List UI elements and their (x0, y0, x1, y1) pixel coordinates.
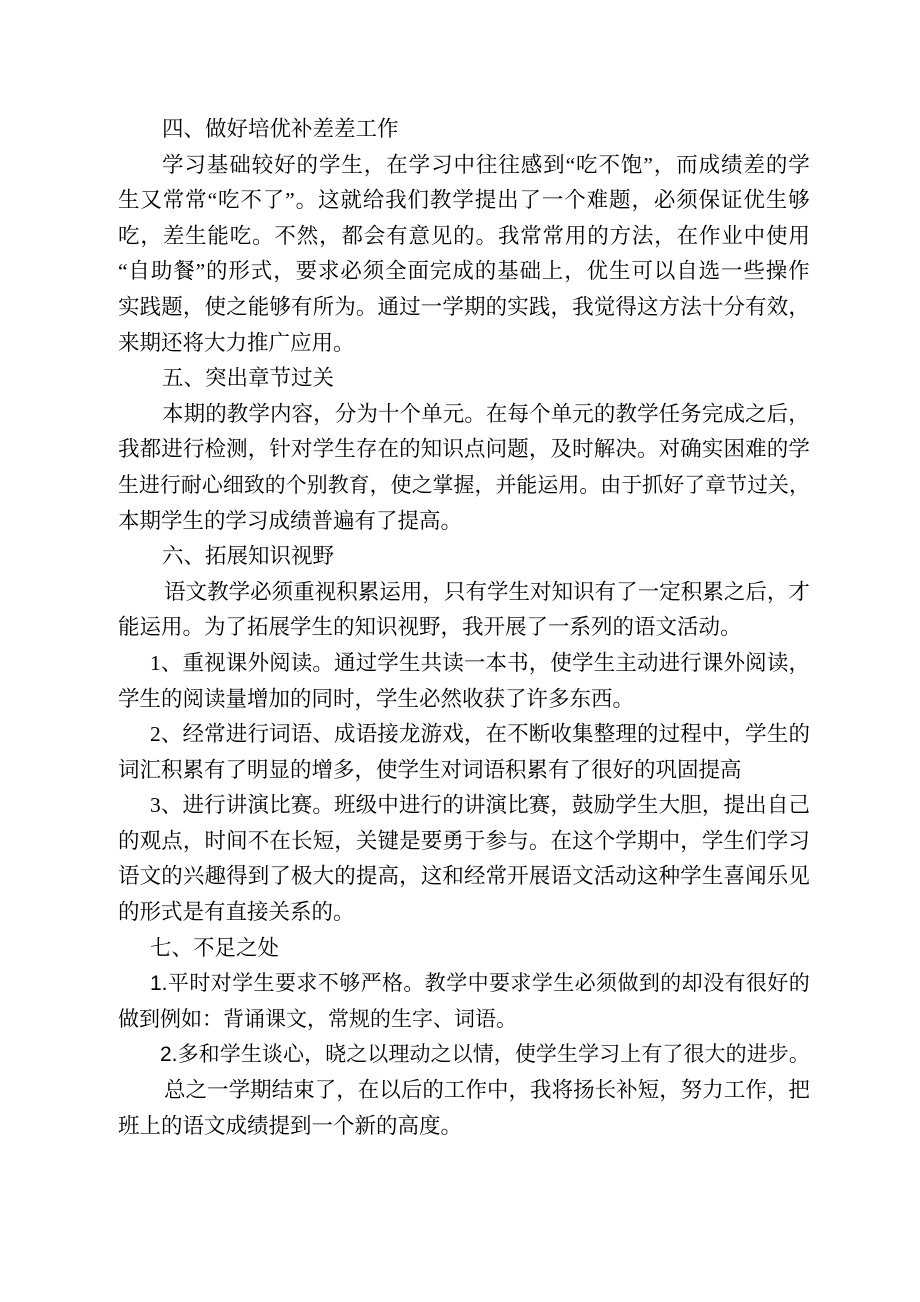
section-heading: 六、拓展知识视野 (162, 544, 335, 569)
text-line: 2. 多 和 学 生 谈 心 ， 晓 之 以 理 动 之 以 情 ， 使 学 生 学 习 上 有 了 很 大 的 进 步 。 (160, 1043, 810, 1067)
section-shortcomings (118, 931, 810, 1073)
text-line: 语 文 的 兴 趣 得 到 了 极 大 的 提 高 ， 这 和 经 常 开 展 语 文 活 动 这 种 学 生 喜 闻 乐 见 (118, 864, 810, 889)
text-line: 1. 平 时 对 学 生 要 求 不 够 严 格 。 教 学 中 要 求 学 生 必 须 做 到 的 却 没 有 很 好 的 (150, 972, 810, 996)
text-line: 本期学生的学习成绩普遍有了提高。 (118, 508, 463, 533)
text-line: 我 都 进 行 检 测 ， 针 对 学 生 存 在 的 知 识 点 问 题 ， 及 时 解 决 。 对 确 实 困 难 的 学 (118, 437, 810, 462)
text-line: 班上的语文成绩提到一个新的高度。 (118, 1113, 463, 1138)
text-line: 的 观 点 ， 时 间 不 在 长 短 ， 关 键 是 要 勇 于 参 与 。 在 这 个 学 期 中 ， 学 生 们 学 习 (118, 828, 810, 853)
section-broaden-knowledge (118, 539, 810, 931)
text-line: 词汇积累有了明显的增多，使学生对词语积累有了很好的巩固提高 (118, 757, 742, 782)
section-chapter-checks (118, 361, 810, 539)
conclusion (118, 1073, 810, 1144)
text-line: 本 期 的 教 学 内 容 ， 分 为 十 个 单 元 。 在 每 个 单 元 的 教 学 任 务 完 成 之 后 ， (162, 401, 810, 426)
text-line: 来期还将大力推广应用。 (118, 330, 355, 355)
text-line: 语 文 教 学 必 须 重 视 积 累 运 用 ， 只 有 学 生 对 知 识 有 了 一 定 积 累 之 后 ， 才 (164, 579, 810, 604)
list-item (118, 1037, 810, 1073)
text-line: 3 、 进 行 讲 演 比 赛 。 班 级 中 进 行 的 讲 演 比 赛 ， 鼓 励 学 生 大 胆 ， 提 出 自 己 (150, 793, 810, 818)
paragraph (118, 575, 810, 646)
list-item (118, 646, 810, 717)
text-line: 能运用。为了拓展学生的知识视野，我开展了一系列的语文活动。 (118, 615, 742, 640)
text-line: 生 又 常 常 “ 吃 不 了 ” 。 这 就 给 我 们 教 学 提 出 了 一 个 难 题 ， 必 须 保 证 优 生 够 (118, 188, 810, 213)
list-item (118, 788, 810, 930)
list-item (118, 966, 810, 1037)
document-body (118, 112, 810, 1144)
list-item (118, 717, 810, 788)
text-line: 1 、 重 视 课 外 阅 读 。 通 过 学 生 共 读 一 本 书 ， 使 学 生 主 动 进 行 课 外 阅 读 ， (150, 650, 810, 675)
section-heading: 五、突出章节过关 (162, 366, 335, 391)
section-tutoring (118, 112, 810, 361)
text-line: 的形式是有直接关系的。 (118, 900, 355, 925)
text-line: 学 习 基 础 较 好 的 学 生 ， 在 学 习 中 往 往 感 到 “ 吃 不 饱 ” ， 而 成 绩 差 的 学 (162, 152, 810, 177)
text-line: 总 之 一 学 期 结 束 了 ， 在 以 后 的 工 作 中 ， 我 将 扬 长 补 短 ， 努 力 工 作 ， 把 (164, 1078, 810, 1103)
paragraph (118, 397, 810, 539)
paragraph (118, 148, 810, 362)
section-heading: 四、做好培优补差差工作 (162, 117, 399, 141)
text-line: 吃 ， 差 生 能 吃 。 不 然 ， 都 会 有 意 见 的 。 我 常 常 用 的 方 法 ， 在 作 业 中 使 用 (118, 223, 810, 248)
text-line: 学生的阅读量增加的同时，学生必然收获了许多东西。 (118, 686, 635, 711)
text-line: 做到例如：背诵课文，常规的生字、词语。 (118, 1007, 517, 1031)
text-line: 实 践 题 ， 使 之 能 够 有 所 为 。 通 过 一 学 期 的 实 践 ， 我 觉 得 这 方 法 十 分 有 效 ， (118, 294, 810, 319)
text-line: 生 进 行 耐 心 细 致 的 个 别 教 育 ， 使 之 掌 握 ， 并 能 运 用 。 由 于 抓 好 了 章 节 过 关 ， (118, 472, 810, 497)
section-heading: 七、不足之处 (150, 935, 280, 960)
text-line: “ 自 助 餐 ” 的 形 式 ， 要 求 必 须 全 面 完 成 的 基 础 上 ， 优 生 可 以 自 选 一 些 操 作 (118, 259, 810, 284)
text-line: 2 、 经 常 进 行 词 语 、 成 语 接 龙 游 戏 ， 在 不 断 收 集 整 理 的 过 程 中 ， 学 生 的 (150, 722, 810, 747)
